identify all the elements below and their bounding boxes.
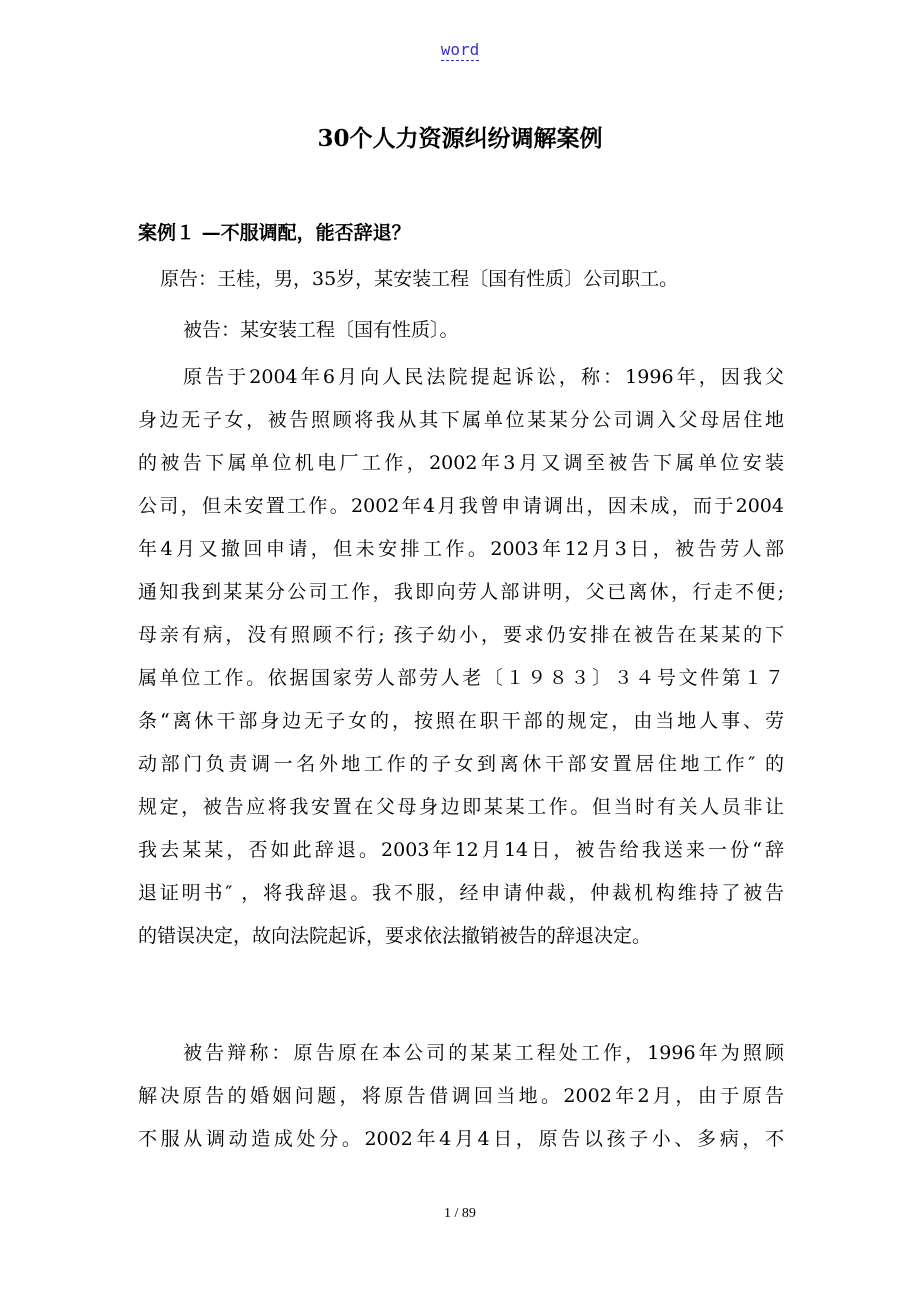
paragraph-line: 年4月又撤回申请，但未安排工作。2003年12月3日，被告劳人部 bbox=[138, 538, 784, 560]
paragraph-line: 通知我到某某分公司工作，我即向劳人部讲明，父已离休，行走不便; bbox=[138, 581, 784, 603]
header-word-link[interactable] bbox=[0, 40, 920, 59]
paragraph-line: 公司，但未安置工作。2002年4月我曾申请调出，因未成，而于2004 bbox=[138, 495, 784, 517]
paragraph-line: 我去某某，否如此辞退。2003年12月14日，被告给我送来一份“辞 bbox=[138, 839, 784, 861]
paragraph-line: 母亲有病，没有照顾不行; 孩子幼小，要求仍安排在被告在某某的下 bbox=[138, 624, 784, 646]
paragraph-line: 退证明书″ ，将我辞退。我不服，经申请仲裁，仲裁机构维持了被告 bbox=[138, 882, 784, 904]
paragraph-line: 条“离休干部身边无子女的，按照在职干部的规定，由当地人事、劳 bbox=[138, 710, 784, 732]
plaintiff-text: 原告：王桂，男，35岁，某安装工程〔国有性质〕公司职工。 bbox=[160, 268, 679, 290]
paragraph-line: 属单位工作。依据国家劳人部劳人老〔１９８３〕３４号文件第１７ bbox=[138, 667, 784, 689]
paragraph-line: 规定，被告应将我安置在父母身边即某某工作。但当时有关人员非让 bbox=[138, 796, 784, 818]
paragraph-line: 的被告下属单位机电厂工作，2002年3月又调至被告下属单位安装 bbox=[138, 452, 784, 474]
paragraph-defendant-reply bbox=[138, 1032, 784, 1161]
paragraph-line: 原告于2004年6月向人民法院提起诉讼，称：1996年，因我父 bbox=[183, 366, 784, 388]
document-title: 30个人力资源纠纷调解案例 bbox=[317, 125, 603, 152]
defendant-text: 被告：某安装工程〔国有性质〕。 bbox=[183, 319, 459, 341]
page-number: 1 / 89 bbox=[444, 1206, 476, 1221]
paragraph-line: 身边无子女，被告照顾将我从其下属单位某某分公司调入父母居住地 bbox=[138, 409, 784, 431]
paragraph-plaintiff-claim bbox=[138, 356, 784, 958]
paragraph-line: 的错误决定，故向法院起诉，要求依法撤销被告的辞退决定。 bbox=[138, 925, 652, 947]
case-heading: 案例１ —不服调配，能否辞退？ bbox=[138, 222, 411, 244]
paragraph-line: 解决原告的婚姻问题，将原告借调回当地。2002年2月，由于原告 bbox=[138, 1085, 784, 1107]
paragraph-line: 被告辩称：原告原在本公司的某某工程处工作，1996年为照顾 bbox=[183, 1042, 784, 1064]
header-link-text[interactable]: word bbox=[440, 40, 480, 59]
paragraph-line: 动部门负责调一名外地工作的子女到离休干部安置居住地工作″ 的 bbox=[138, 753, 784, 775]
plaintiff-line bbox=[160, 258, 800, 301]
paragraph-line: 不服从调动造成处分。2002年4月4日，原告以孩子小、多病，不 bbox=[138, 1128, 784, 1150]
defendant-line bbox=[183, 309, 783, 352]
